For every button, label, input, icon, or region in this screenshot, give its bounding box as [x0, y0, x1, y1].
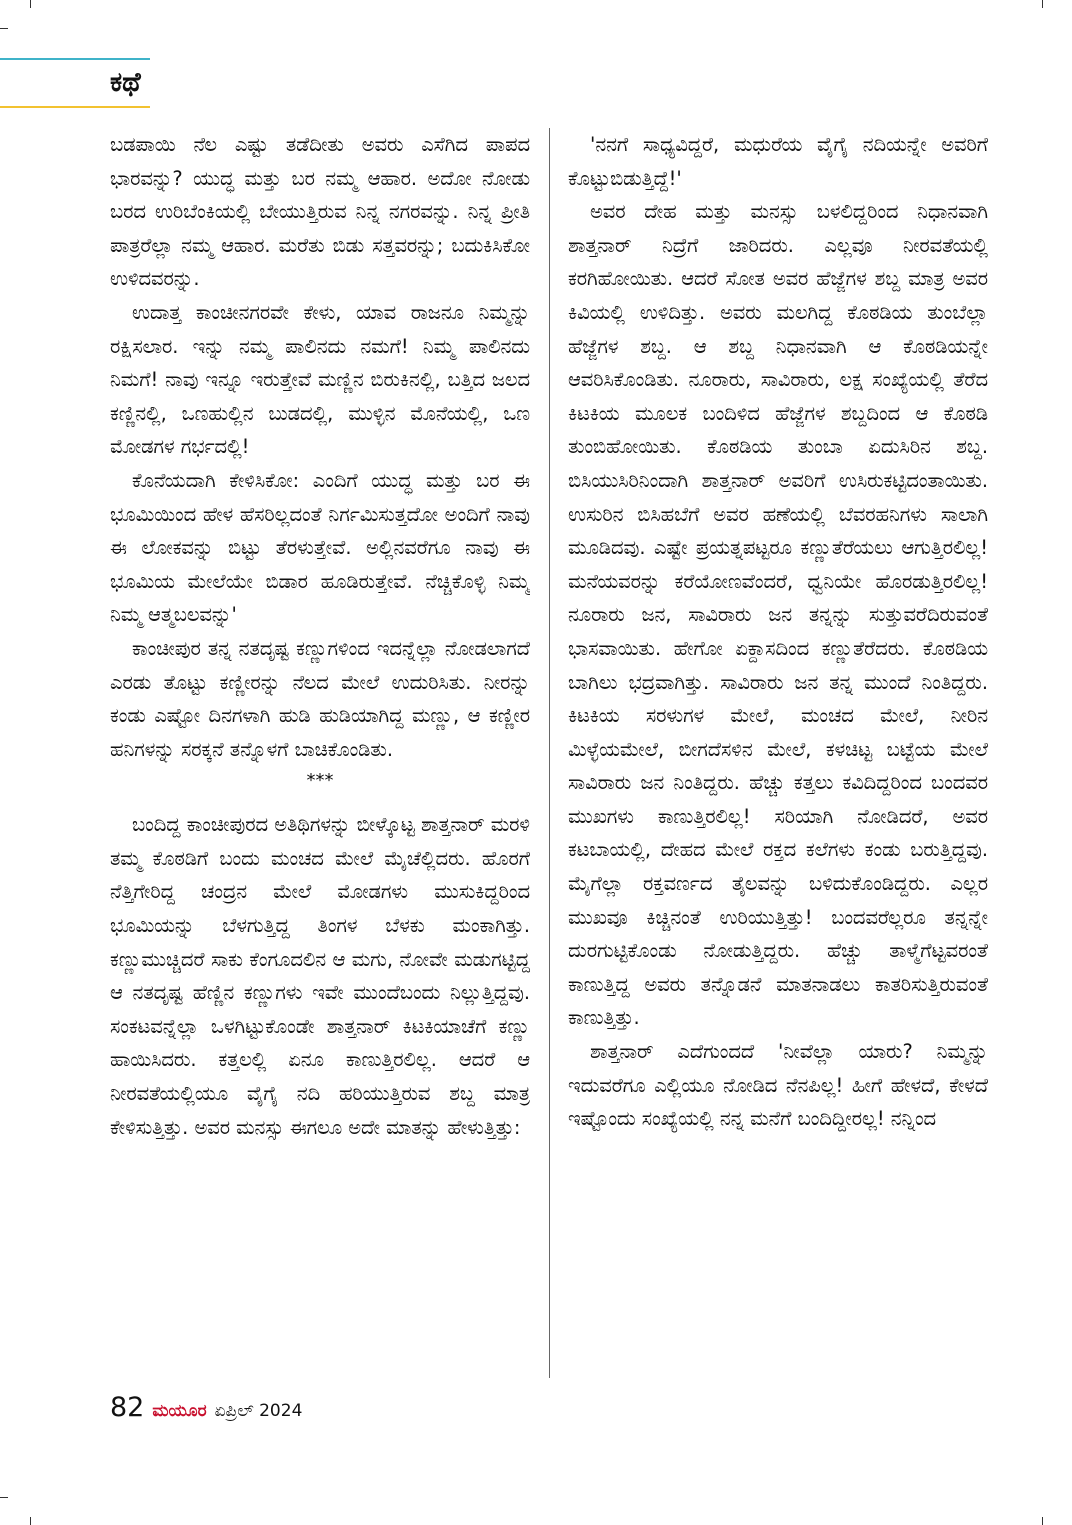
section-title: ಕಥೆ: [110, 67, 141, 98]
crop-mark-left-top: [0, 28, 8, 29]
crop-mark-bottom-left: [30, 1517, 31, 1525]
paragraph: ಬಡಪಾಯಿ ನೆಲ ಎಷ್ಟು ತಡೆದೀತು ಅವರು ಎಸೆಗಿದ ಪಾಪದ ಭಾರವನ್ನು? ಯುದ್ಧ ಮತ್ತು ಬರ ನಮ್ಮ ಆಹಾರ. ಅದೋ ನೋಡು ಬರದ ಉರಿಬೆಂಕಿಯಲ್ಲಿ ಬೇಯುತ್ತಿರುವ ನಿನ್ನ ನಗರವನ್ನು. ನಿನ್ನ ಪ್ರೀತಿ ಪಾತ್ರರೆಲ್ಲಾ ನಮ್ಮ ಆಹಾರ. ಮರೆತು ಬಿಡು ಸತ್ತವರನ್ನು; ಬದುಕಿಸಿಕೋ ಉಳಿದವರನ್ನು.: [110, 133, 530, 291]
crop-mark-top-right: [1042, 0, 1043, 8]
paragraph: ಅವರ ದೇಹ ಮತ್ತು ಮನಸ್ಸು ಬಳಲಿದ್ದರಿಂದ ನಿಧಾನವಾಗಿ ಶಾತ್ತನಾರ್ ನಿದ್ರೆಗೆ ಜಾರಿದರು. ಎಲ್ಲವೂ ನೀರವತೆಯಲ್ಲಿ ಕರಗಿಹೋಯಿತು. ಆದರೆ ಸೋತ ಅವರ ಹೆಜ್ಜೆಗಳ ಶಬ್ದ ಮಾತ್ರ ಅವರ ಕಿವಿಯಲ್ಲಿ ಉಳಿದಿತ್ತು. ಅವರು ಮಲಗಿದ್ದ ಕೊಠಡಿಯ ತುಂಬೆಲ್ಲಾ ಹೆಜ್ಜೆಗಳ ಶಬ್ದ. ಆ ಶಬ್ದ ನಿಧಾನವಾಗಿ ಆ ಕೊಠಡಿಯನ್ನೇ ಆವರಿಸಿಕೊಂಡಿತು. ನೂರಾರು, ಸಾವಿರಾರು, ಲಕ್ಷ ಸಂಖ್ಯೆಯಲ್ಲಿ ತೆರೆದ ಕಿಟಕಿಯ ಮೂಲಕ ಬಂದಿಳಿದ ಹೆಜ್ಜೆಗಳ ಶಬ್ದದಿಂದ ಆ ಕೊಠಡಿ ತುಂಬಿಹೋಯಿತು. ಕೊಠಡಿಯ ತುಂಬಾ ಏದುಸಿರಿನ ಶಬ್ದ. ಬಿಸಿಯುಸಿರಿನಿಂದಾಗಿ ಶಾತ್ತನಾರ್ ಅವರಿಗೆ ಉಸಿರುಕಟ್ಟಿದಂತಾಯಿತು. ಉಸುರಿನ ಬಿಸಿಹಬೆಗೆ ಅವರ ಹಣೆಯಲ್ಲಿ ಬೆವರಹನಿಗಳು ಸಾಲಾಗಿ ಮೂಡಿದವು. ಎಷ್ಟೇ ಪ್ರಯತ್ನಪಟ್ಟರೂ ಕಣ್ಣುತೆರೆಯಲು ಆಗುತ್ತಿರಲಿಲ್ಲ! ಮನೆಯವರನ್ನು ಕರೆಯೋಣವೆಂದರೆ, ಧ್ವನಿಯೇ ಹೊರಡುತ್ತಿರಲಿಲ್ಲ! ನೂರಾರು ಜನ, ಸಾವಿರಾರು ಜನ ತನ್ನನ್ನು ಸುತ್ತುವರೆದಿರುವಂತೆ ಭಾಸವಾಯಿತು. ಹೇಗೋ ಏಕ್ದಾಸದಿಂದ ಕಣ್ಣುತೆರೆದರು. ಕೊಠಡಿಯ ಬಾಗಿಲು ಭದ್ರವಾಗಿತ್ತು. ಸಾವಿರಾರು ಜನ ತನ್ನ ಮುಂದೆ ನಿಂತಿದ್ದರು. ಕಿಟಕಿಯ ಸರಳುಗಳ ಮೇಲೆ, ಮಂಚದ ಮೇಲೆ, ನೀರಿನ ಮಿಳ್ಳೆಯಮೇಲೆ, ಬೀಗದೆಸಳಿನ ಮೇಲೆ, ಕಳಚಿಟ್ಟ ಬಟ್ಟೆಯ ಮೇಲೆ ಸಾವಿರಾರು ಜನ ನಿಂತಿದ್ದರು. ಹೆಚ್ಚು ಕತ್ತಲು ಕವಿದಿದ್ದರಿಂದ ಬಂದವರ ಮುಖಗಳು ಕಾಣುತ್ತಿರಲಿಲ್ಲ! ಸರಿಯಾಗಿ ನೋಡಿದರೆ, ಅವರ ಕಟಬಾಯಲ್ಲಿ, ದೇಹದ ಮೇಲೆ ರಕ್ತದ ಕಲೆಗಳು ಕಂಡು ಬರುತ್ತಿದ್ದವು. ಮೈಗೆಲ್ಲಾ ರಕ್ತವರ್ಣದ ತೈಲವನ್ನು ಬಳಿದುಕೊಂಡಿದ್ದರು. ಎಲ್ಲರ ಮುಖವೂ ಕಿಚ್ಚಿನಂತೆ ಉರಿಯುತ್ತಿತ್ತು! ಬಂದವರೆಲ್ಲರೂ ತನ್ನನ್ನೇ ದುರಗುಟ್ಟಿಕೊಂಡು ನೋಡುತ್ತಿದ್ದರು. ಹೆಚ್ಚು ತಾಳ್ಮೆಗೆಟ್ಟವರಂತೆ ಕಾಣುತ್ತಿದ್ದ ಅವರು ತನ್ನೊಡನೆ ಮಾತನಾಡಲು ಕಾತರಿಸುತ್ತಿರುವಂತೆ ಕಾಣುತ್ತಿತ್ತು.: [568, 200, 988, 1030]
page-number: 82: [110, 1392, 145, 1423]
header-rule-bottom: [0, 106, 150, 108]
paragraph: ಕಾಂಚೀಪುರ ತನ್ನ ನತದೃಷ್ಟ ಕಣ್ಣುಗಳಿಂದ ಇದನ್ನೆಲ್ಲಾ ನೋಡಲಾಗದೆ ಎರಡು ತೊಟ್ಟು ಕಣ್ಣೀರನ್ನು ನೆಲದ ಮೇಲೆ ಉದುರಿಸಿತು. ನೀರನ್ನು ಕಂಡು ಎಷ್ಟೋ ದಿನಗಳಾಗಿ ಹುಡಿ ಹುಡಿಯಾಗಿದ್ದ ಮಣ್ಣು, ಆ ಕಣ್ಣೀರ ಹನಿಗಳನ್ನು ಸರಕ್ಕನೆ ತನ್ನೊಳಗೆ ಬಾಚಿಕೊಂಡಿತು.: [110, 636, 530, 761]
right-column: [568, 128, 988, 1386]
crop-mark-bottom-right: [1042, 1517, 1043, 1525]
crop-mark-left-bottom: [0, 1497, 8, 1498]
paragraph: ಕೊನೆಯದಾಗಿ ಕೇಳಿಸಿಕೋ: ಎಂದಿಗೆ ಯುದ್ಧ ಮತ್ತು ಬರ ಈ ಭೂಮಿಯಿಂದ ಹೇಳ ಹೆಸರಿಲ್ಲದಂತೆ ನಿರ್ಗಮಿಸುತ್ತದೋ ಅಂದಿಗೆ ನಾವು ಈ ಲೋಕವನ್ನು ಬಿಟ್ಟು ತೆರಳುತ್ತೇವೆ. ಅಲ್ಲಿನವರೆಗೂ ನಾವು ಈ ಭೂಮಿಯ ಮೇಲೆಯೇ ಬಿಡಾರ ಹೂಡಿರುತ್ತೇವೆ. ನೆಚ್ಚಿಕೊಳ್ಳಿ ನಿಮ್ಮ ನಿಮ್ಮ ಆತ್ಮಬಲವನ್ನು': [110, 468, 530, 627]
magazine-logo: ಮಯೂರ: [152, 1401, 207, 1421]
page-footer: [110, 1392, 302, 1428]
paragraph: 'ನನಗೆ ಸಾಧ್ಯವಿದ್ದರೆ, ಮಧುರೆಯ ವೈಗೈ ನದಿಯನ್ನೇ ಅವರಿಗೆ ಕೊಟ್ಟುಬಿಡುತ್ತಿದ್ದೆ!': [568, 133, 988, 190]
paragraph: ಬಂದಿದ್ದ ಕಾಂಚೀಪುರದ ಅತಿಥಿಗಳನ್ನು ಬೀಳ್ಕೊಟ್ಟ ಶಾತ್ತನಾರ್ ಮರಳಿ ತಮ್ಮ ಕೊಠಡಿಗೆ ಬಂದು ಮಂಚದ ಮೇಲೆ ಮೈಚೆಲ್ಲಿದರು. ಹೊರಗೆ ನೆತ್ತಿಗೇರಿದ್ದ ಚಂದ್ರನ ಮೇಲೆ ಮೋಡಗಳು ಮುಸುಕಿದ್ದರಿಂದ ಭೂಮಿಯನ್ನು ಬೆಳಗುತ್ತಿದ್ದ ತಿಂಗಳ ಬೆಳಕು ಮಂಕಾಗಿತ್ತು. ಕಣ್ಣುಮುಚ್ಚಿದರೆ ಸಾಕು ಕೆಂಗೂದಲಿನ ಆ ಮಗು, ನೋವೇ ಮಡುಗಟ್ಟಿದ್ದ ಆ ನತದೃಷ್ಟ ಹೆಣ್ಣಿನ ಕಣ್ಣುಗಳು ಇವೇ ಮುಂದೆಬಂದು ನಿಲ್ಲುತ್ತಿದ್ದವು. ಸಂಕಟವನ್ನೆಲ್ಲಾ ಒಳಗಿಟ್ಟುಕೊಂಡೇ ಶಾತ್ತನಾರ್ ಕಿಟಕಿಯಾಚೆಗೆ ಕಣ್ಣು ಹಾಯಿಸಿದರು. ಕತ್ತಲಲ್ಲಿ ಏನೂ ಕಾಣುತ್ತಿರಲಿಲ್ಲ. ಆದರೆ ಆ ನೀರವತೆಯಲ್ಲಿಯೂ ವೈಗೈ ನದಿ ಹರಿಯುತ್ತಿರುವ ಶಬ್ದ ಮಾತ್ರ ಕೇಳಿಸುತ್ತಿತ್ತು. ಅವರ ಮನಸ್ಸು ಈಗಲೂ ಅದೇ ಮಾತನ್ನು ಹೇಳುತ್ತಿತ್ತು:: [110, 813, 530, 1139]
crop-mark-top-left: [30, 0, 31, 8]
left-column: [110, 128, 530, 1386]
section-header: [0, 58, 150, 108]
paragraph: ಉದಾತ್ತ ಕಾಂಚೀನಗರವೇ ಕೇಳು, ಯಾವ ರಾಜನೂ ನಿಮ್ಮನ್ನು ರಕ್ಷಿಸಲಾರ. ಇನ್ನು ನಮ್ಮ ಪಾಲಿನದು ನಮಗೆ! ನಿಮ್ಮ ಪಾಲಿನದು ನಿಮಗೆ! ನಾವು ಇನ್ನೂ ಇರುತ್ತೇವೆ ಮಣ್ಣಿನ ಬಿರುಕಿನಲ್ಲಿ, ಬತ್ತಿದ ಜಲದ ಕಣ್ಣಿನಲ್ಲಿ, ಒಣಹುಲ್ಲಿನ ಬುಡದಲ್ಲಿ, ಮುಳ್ಳಿನ ಮೊನೆಯಲ್ಲಿ, ಒಣ ಮೋಡಗಳ ಗರ್ಭದಲ್ಲಿ!: [110, 300, 530, 459]
paragraph: ಶಾತ್ತನಾರ್ ಎದೆಗುಂದದೆ 'ನೀವೆಲ್ಲಾ ಯಾರು? ನಿಮ್ಮನ್ನು ಇದುವರೆಗೂ ಎಲ್ಲಿಯೂ ನೋಡಿದ ನೆನಪಿಲ್ಲ! ಹೀಗೆ ಹೇಳದೆ, ಕೇಳದೆ ಇಷ್ಟೊಂದು ಸಂಖ್ಯೆಯಲ್ಲಿ ನನ್ನ ಮನೆಗೆ ಬಂದಿದ್ದೀರಲ್ಲ! ನನ್ನಿಂದ: [568, 1040, 988, 1131]
header-rule-top: [0, 58, 150, 60]
issue-date: ಏಪ್ರಿಲ್ 2024: [214, 1401, 303, 1421]
column-divider: [549, 128, 550, 1378]
section-separator: ***: [306, 770, 334, 792]
